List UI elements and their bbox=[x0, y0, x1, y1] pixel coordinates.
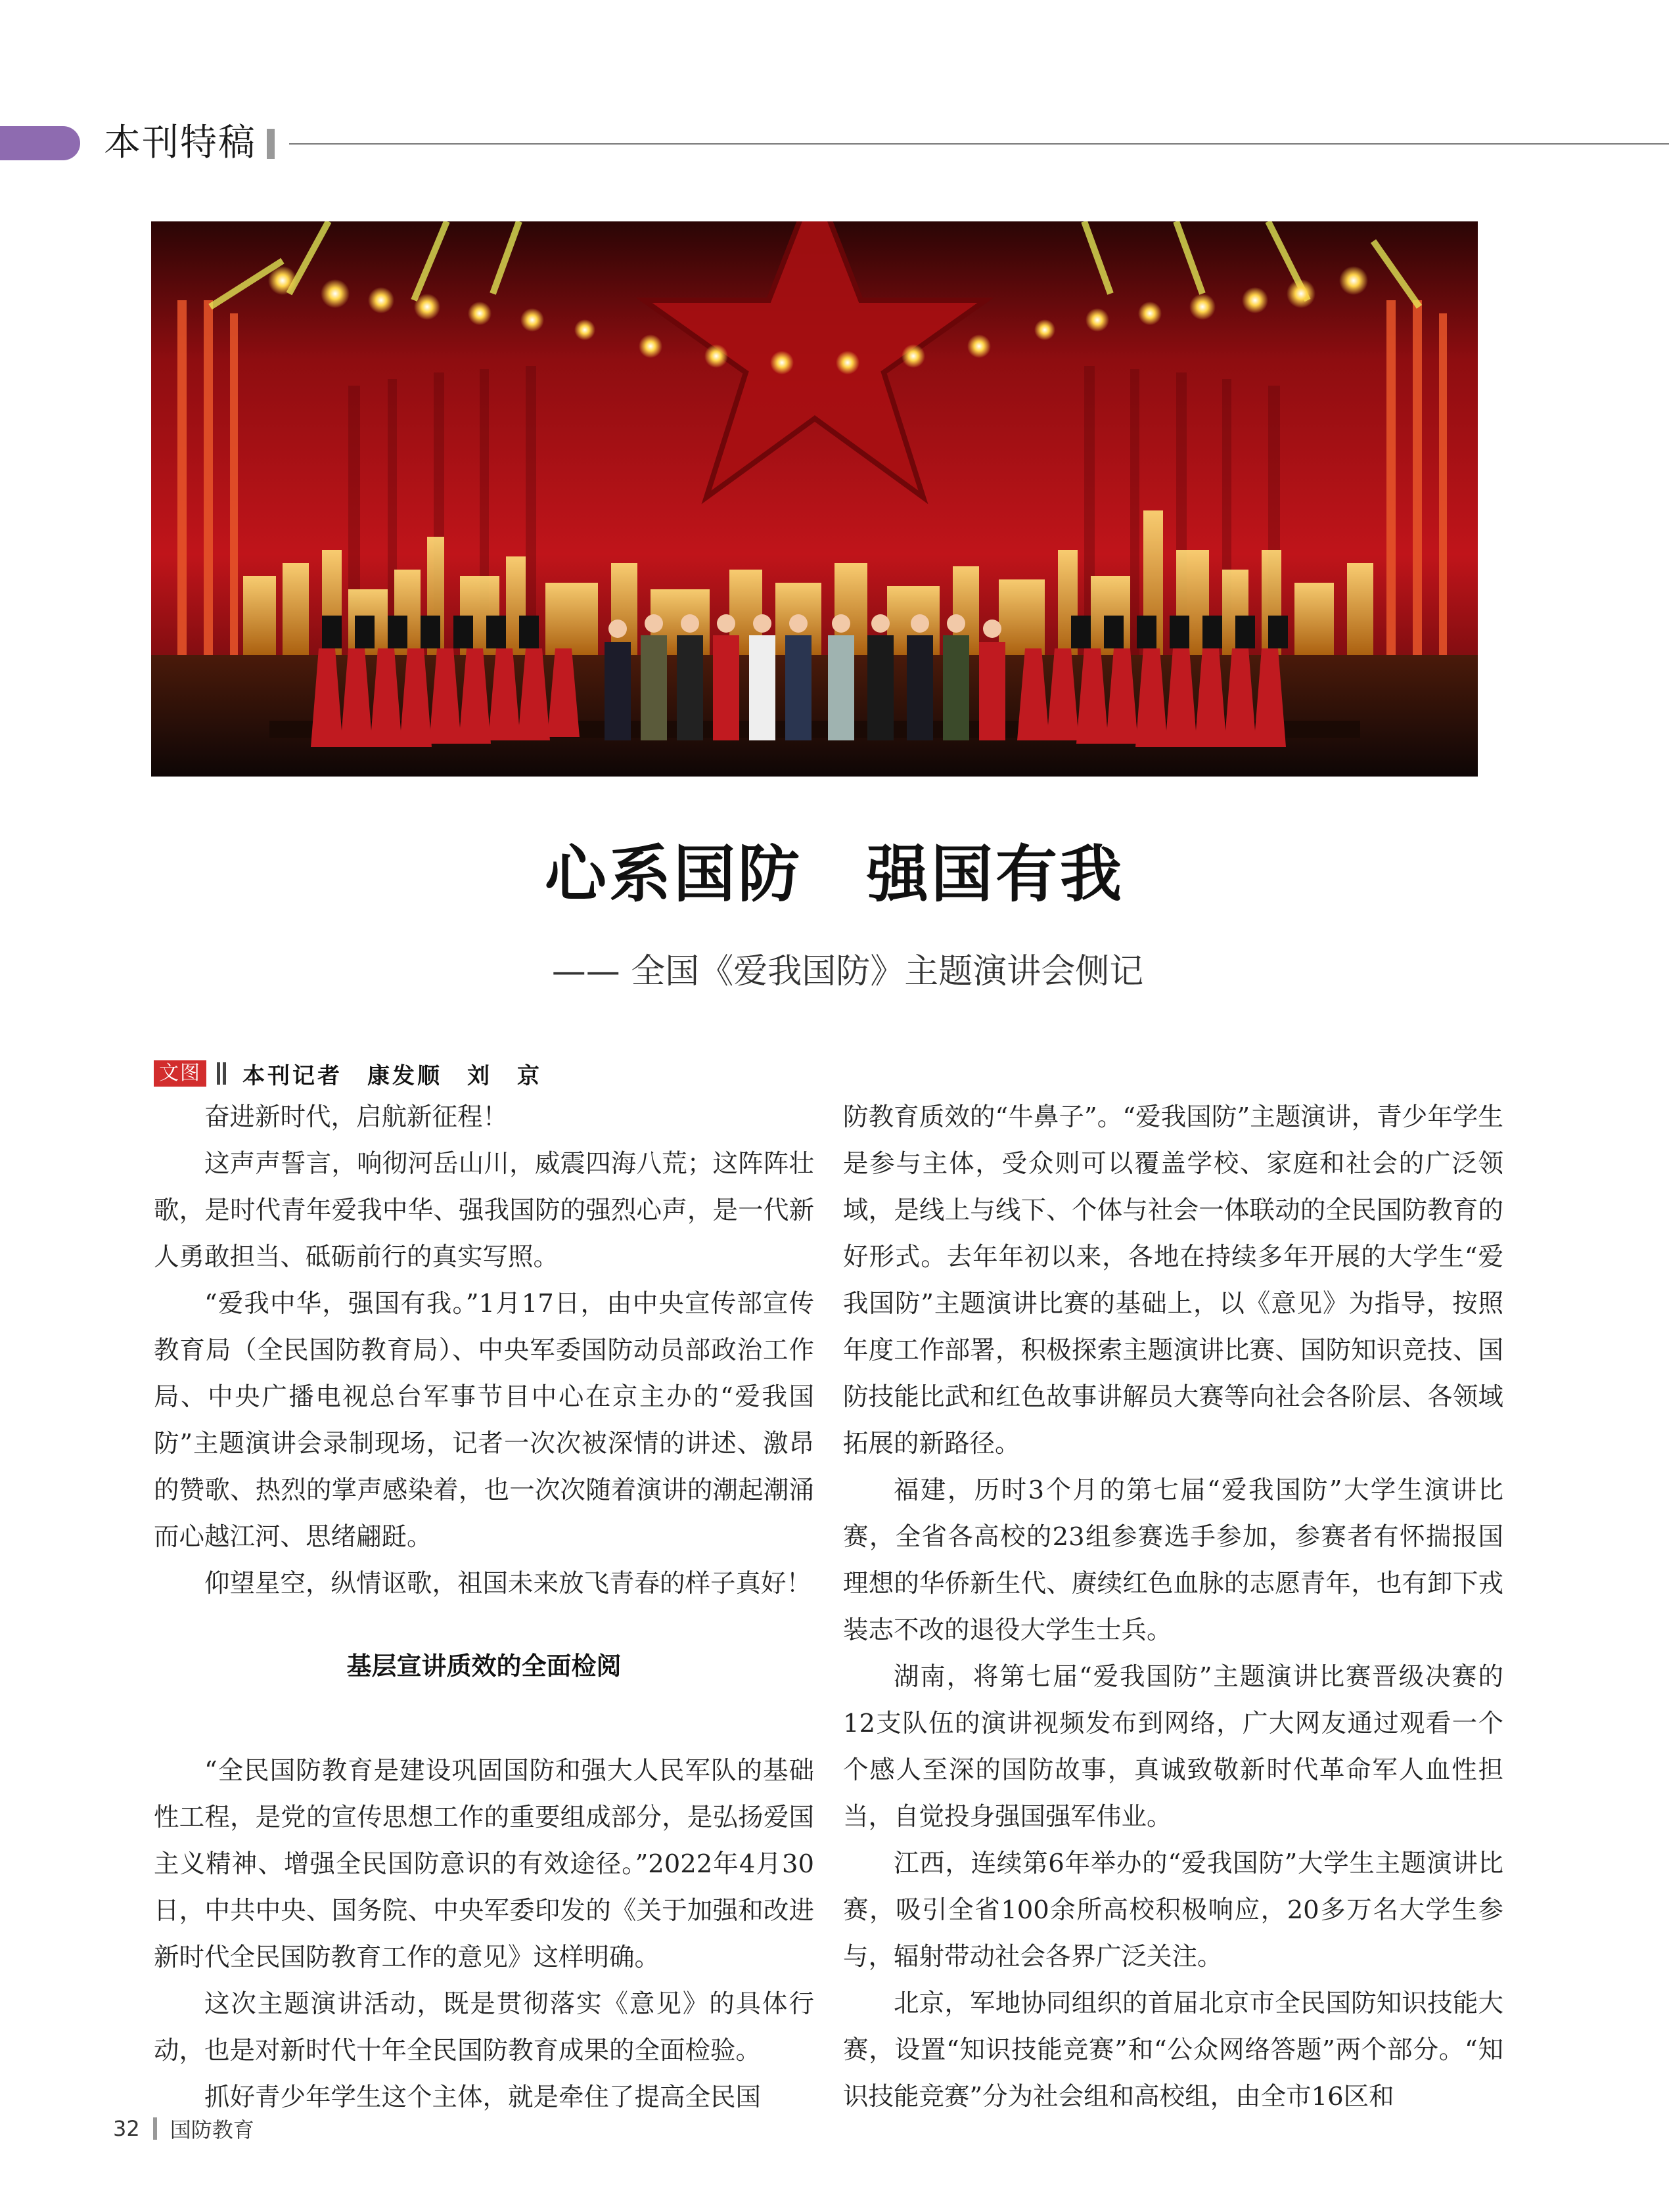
byline bbox=[154, 1057, 542, 1090]
section-divider-bar bbox=[267, 129, 275, 159]
paragraph: 奋进新时代，启航新征程！ bbox=[204, 1102, 509, 1132]
paragraph: 仰望星空，纵情讴歌，祖国未来放飞青春的样子真好！ bbox=[204, 1569, 812, 1598]
byline-separator bbox=[217, 1062, 220, 1085]
magazine-name: 国防教育 bbox=[170, 2117, 254, 2142]
paragraph-continued: 防教育质效的“牛鼻子”。“爱我国防”主题演讲，青少年学生是参与主体，受众则可以覆盖学校、家庭和社会的广泛领域，是线上与线下、个体与社会一体联动的全民国防教育的好形式。去年年初以来，各地在持续多年开展的大学生“爱我国防”主题演讲比赛的基础上，以《意见》为指导，按照年度工作部署，积极探索主题演讲比赛、国防知识竞技、国防技能比武和红色故事讲解员大赛等向社会各阶层、各领域拓展的新路径。 bbox=[843, 1102, 1503, 1458]
paragraph: 抓好青少年学生这个主体，就是牵住了提高全民国 bbox=[204, 2083, 762, 2112]
left-column bbox=[154, 1094, 814, 2121]
page-footer bbox=[113, 2113, 254, 2144]
byline-tag: 文图 bbox=[154, 1060, 206, 1087]
article-subtitle: —— 全国《爱我国防》主题演讲会侧记 bbox=[551, 952, 1144, 991]
section-title: 本刊特稿 bbox=[104, 122, 256, 164]
page-number: 32 bbox=[113, 2116, 140, 2141]
paragraph: 这次主题演讲活动，既是贯彻落实《意见》的具体行动，也是对新时代十年全民国防教育成果的全面检验。 bbox=[154, 1989, 814, 2065]
paragraph: 湖南，将第七届“爱我国防”主题演讲比赛晋级决赛的12支队伍的演讲视频发布到网络，广大网友通过观看一个个感人至深的国防故事，真诚致敬新时代革命军人血性担当，自觉投身强国强军伟业。 bbox=[843, 1662, 1503, 1832]
paragraph: 福建，历时3个月的第七届“爱我国防”大学生演讲比赛，全省各高校的23组参赛选手参加，参赛者有怀揣报国理想的华侨新生代、赓续红色血脉的志愿青年，也有卸下戎装志不改的退役大学生士兵。 bbox=[843, 1476, 1503, 1645]
section-tab-marker bbox=[0, 126, 80, 160]
paragraph: 这声声誓言，响彻河岳山川，威震四海八荒；这阵阵壮歌，是时代青年爱我中华、强我国防的强烈心声，是一代新人勇敢担当、砥砺前行的真实写照。 bbox=[154, 1149, 814, 1272]
paragraph: “全民国防教育是建设巩固国防和强大人民军队的基础性工程，是党的宣传思想工作的重要组成部分，是弘扬爱国主义精神、增强全民国防意识的有效途径。”2022年4月30日，中共中央、国务院、中央军委印发的《关于加强和改进新时代全民国防教育工作的意见》这样明确。 bbox=[154, 1756, 814, 1972]
section-heading: 基层宣讲质效的全面检阅 bbox=[346, 1652, 622, 1681]
header-rule bbox=[289, 143, 1669, 145]
paragraph: 江西，连续第6年举办的“爱我国防”大学生主题演讲比赛，吸引全省100余所高校积极响应，20多万名大学生参与，辐射带动社会各界广泛关注。 bbox=[843, 1849, 1503, 1972]
article-title: 心系国防 强国有我 bbox=[544, 839, 1124, 911]
right-column bbox=[843, 1094, 1503, 2120]
footer-divider bbox=[153, 2117, 157, 2140]
paragraph: “爱我中华，强国有我。”1月17日，由中央宣传部宣传教育局（全民国防教育局）、中央军委国防动员部政治工作局、中央广播电视总台军事节目中心在京主办的“爱我国防”主题演讲会录制现场，记者一次次被深情的讲述、激昂的赞歌、热烈的掌声感染着，也一次次随着演讲的潮起潮涌而心越江河、思绪翩跹。 bbox=[154, 1289, 814, 1552]
stage-photo bbox=[151, 221, 1478, 777]
byline-authors: 本刊记者 康发顺 刘 京 bbox=[242, 1062, 542, 1089]
paragraph: 北京，军地协同组织的首届北京市全民国防知识技能大赛，设置“知识技能竞赛”和“公众网络答题”两个部分。“知识技能竞赛”分为社会组和高校组，由全市16区和 bbox=[843, 1989, 1503, 2111]
